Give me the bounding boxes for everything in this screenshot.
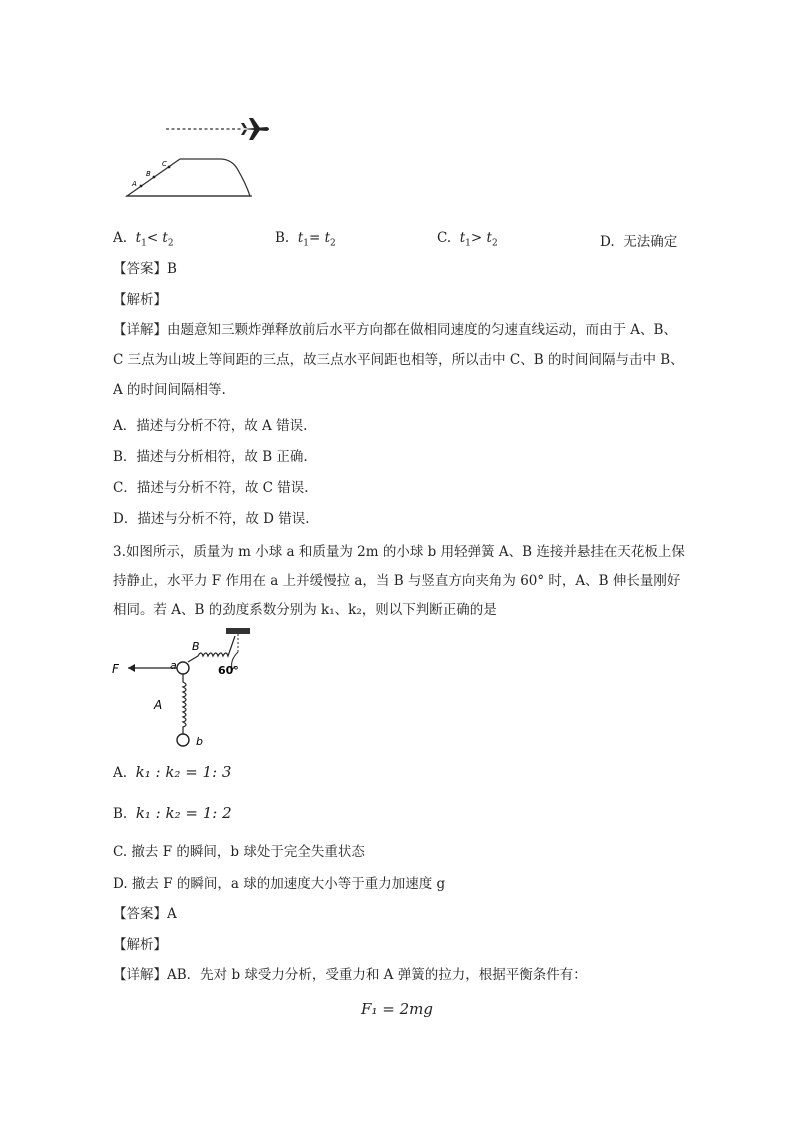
equation-f1: F₁ = 2mg <box>361 1000 433 1018</box>
q3-option-b: B. k₁ : k₂ = 1: 2 <box>113 804 232 822</box>
label-ball-a: a <box>170 659 177 672</box>
label-b: B <box>146 170 151 178</box>
q2-analysis-heading: 【解析】 <box>113 292 167 308</box>
angle-label: 60° <box>218 664 239 677</box>
q2-detail-line-1: 【详解】由题意知三颗炸弹释放前后水平方向都在做相同速度的匀速直线运动，而由于 A、B、 <box>113 322 677 338</box>
q2-choice-d: D．描述与分析不符，故 D 错误. <box>113 511 310 527</box>
label-force-f: F <box>112 662 119 676</box>
q3-stem-line-3: 相同。若 A、B 的劲度系数分别为 k₁、k₂，则以下判断正确的是 <box>113 602 497 618</box>
label-ball-b: b <box>196 735 203 748</box>
q3-option-c: C. 撤去 F 的瞬间，b 球处于完全失重状态 <box>113 844 365 860</box>
point-a <box>140 185 143 188</box>
q3-stem-line-2: 持静止，水平力 F 作用在 a 上并缓慢拉 a，当 B 与竖直方向夹角为 60° 时，A、B 伸长量刚好 <box>113 573 681 589</box>
q2-choice-a: A．描述与分析不符，故 A 错误. <box>113 418 308 434</box>
q3-option-d: D. 撤去 F 的瞬间，a 球的加速度大小等于重力加速度 g <box>113 876 446 892</box>
figure-plane-slope <box>120 112 280 204</box>
q3-analysis-heading: 【解析】 <box>113 937 167 953</box>
q2-option-b: B. $t_1= t_2$ <box>275 230 336 249</box>
q2-answer: 【答案】B <box>113 261 177 277</box>
ball-a <box>177 662 189 674</box>
q2-option-c: C. $t_1> t_2$ <box>437 230 498 249</box>
q2-option-d: D. 无法确定 <box>600 234 678 250</box>
label-c: C <box>162 160 167 168</box>
label-a: A <box>132 180 137 188</box>
ball-b <box>177 734 189 746</box>
spring-a <box>183 674 186 734</box>
q2-detail-line-3: A 的时间间隔相等. <box>113 382 226 398</box>
q3-detail-line: 【详解】AB．先对 b 球受力分析，受重力和 A 弹簧的拉力，根据平衡条件有： <box>113 967 587 983</box>
label-spring-a: A <box>154 698 163 712</box>
q3-answer: 【答案】A <box>113 906 177 922</box>
figure-springs <box>108 624 258 754</box>
q3-option-a: A. k₁ : k₂ = 1: 3 <box>113 763 232 781</box>
label-spring-b: B <box>192 640 200 653</box>
point-c <box>168 166 171 169</box>
point-b <box>153 176 156 179</box>
q2-detail-line-2: C 三点为山坡上等间距的三点，故三点水平间距也相等，所以击中 C、B 的时间间隔与击中 B、 <box>113 352 684 368</box>
q3-stem-line-1: 3.如图所示，质量为 m 小球 a 和质量为 2m 的小球 b 用轻弹簧 A、B 连接并悬挂在天花板上保 <box>113 544 685 560</box>
q2-choice-c: C．描述与分析不符，故 C 错误. <box>113 480 309 496</box>
q2-option-a: A. $t_1< t_2$ <box>113 230 174 249</box>
airplane-icon <box>241 118 269 140</box>
q2-choice-b: B．描述与分析相符，故 B 正确. <box>113 449 308 465</box>
